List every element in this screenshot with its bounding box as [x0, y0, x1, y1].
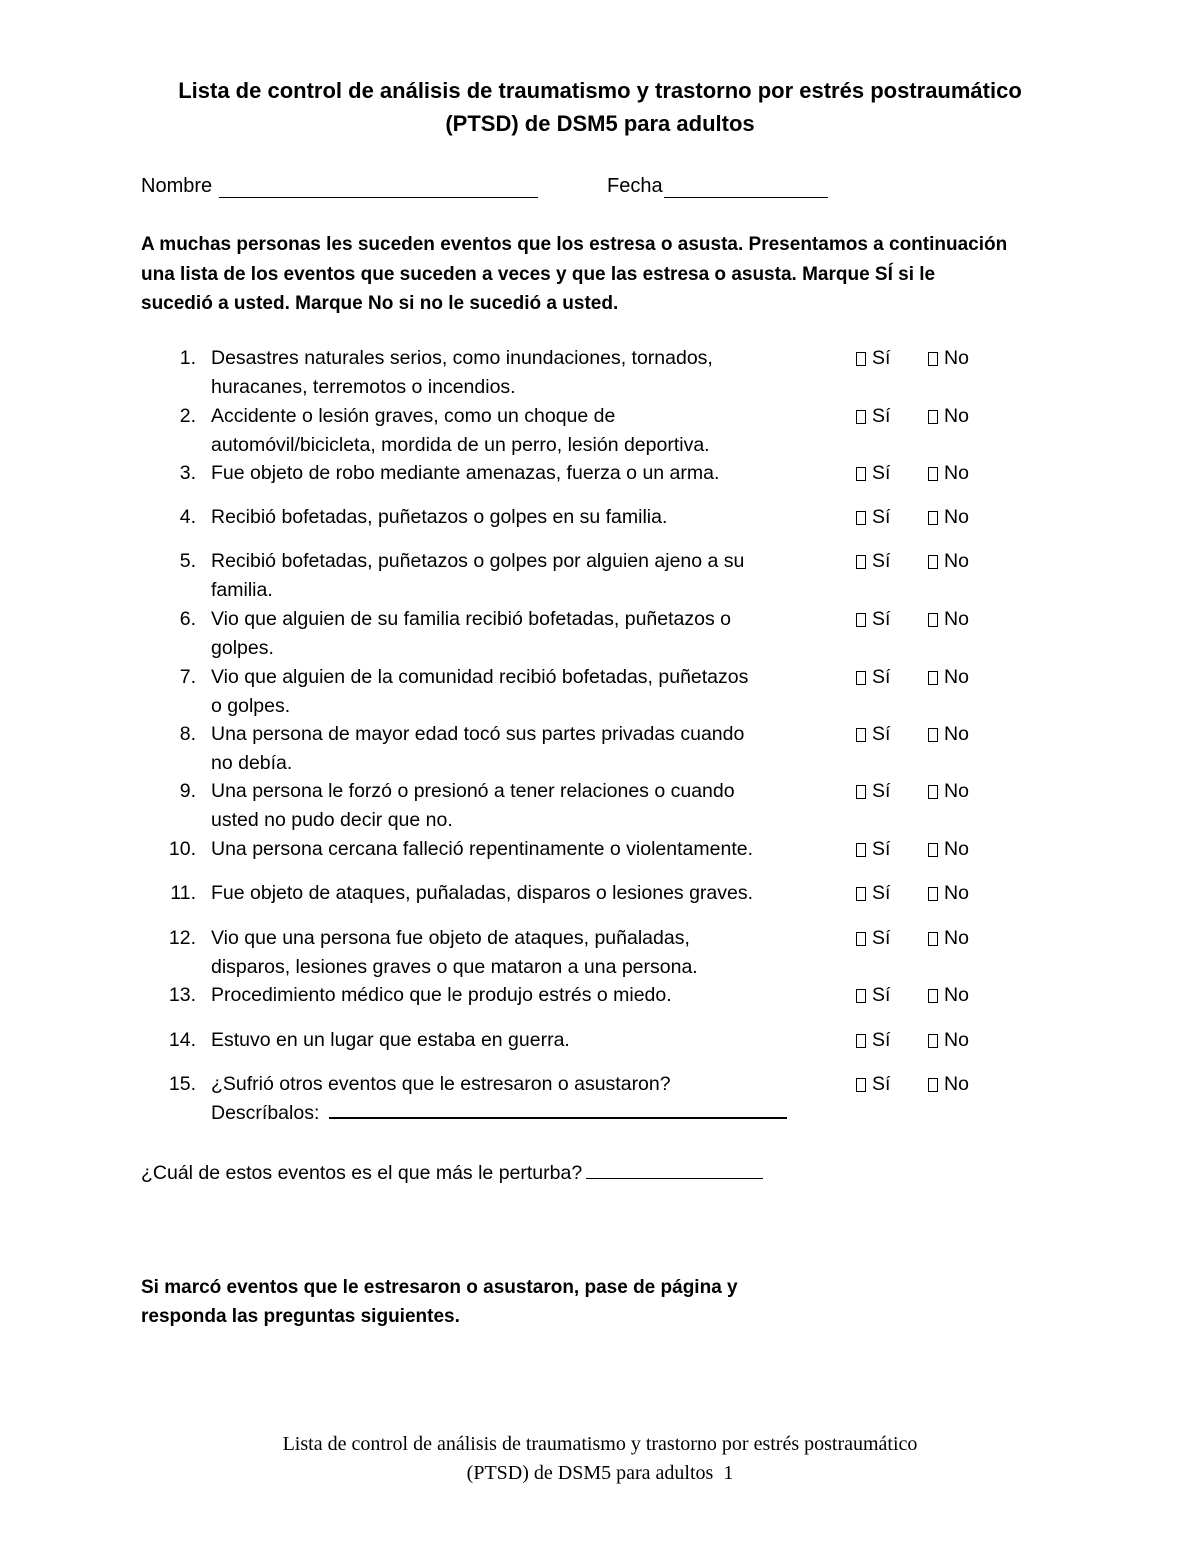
item-text-line: Recibió bofetadas, puñetazos o golpes por alguien ajeno a su: [211, 550, 745, 572]
item-text-line: Vio que una persona fue objeto de ataques, puñaladas,: [211, 927, 690, 949]
item-number: 8.: [179, 723, 196, 745]
no-label: No: [944, 780, 969, 802]
footer-line1: Lista de control de análisis de traumatismo y trastorno por estrés postraumático: [282, 1433, 918, 1455]
item-text-line: Vio que alguien de la comunidad recibió bofetadas, puñetazos: [211, 666, 749, 688]
date-label: Fecha: [607, 175, 663, 197]
yes-label: Sí: [872, 550, 891, 572]
checkbox-icon[interactable]: [928, 613, 938, 627]
item-number: 4.: [179, 506, 196, 528]
checkbox-icon[interactable]: [928, 887, 938, 901]
yes-label: Sí: [872, 984, 891, 1006]
item-number: 14.: [168, 1029, 196, 1051]
checkbox-icon[interactable]: [856, 843, 866, 857]
closing-line: Si marcó eventos que le estresaron o asustaron, pase de página y: [141, 1277, 738, 1298]
item-text: [211, 503, 823, 532]
item-number: 12.: [168, 927, 196, 949]
yes-option[interactable]: [856, 981, 890, 1010]
checkbox-icon[interactable]: [856, 511, 866, 525]
item-number: 5.: [179, 550, 196, 572]
item-text: [211, 344, 823, 402]
item-text-line: usted no pudo decir que no.: [211, 809, 453, 831]
yes-option[interactable]: [856, 1070, 890, 1099]
yes-option[interactable]: [856, 344, 890, 373]
item-text-line: o golpes.: [211, 695, 291, 717]
describe-field[interactable]: [329, 1099, 787, 1119]
name-label: Nombre: [141, 175, 213, 197]
describe-label: Descríbalos:: [211, 1102, 320, 1124]
item-text: [211, 777, 823, 835]
item-text-line: Fue objeto de ataques, puñaladas, disparos o lesiones graves.: [211, 882, 754, 904]
checkbox-icon[interactable]: [928, 1034, 938, 1048]
yes-label: Sí: [872, 882, 891, 904]
yes-label: Sí: [872, 780, 891, 802]
item-number: 1.: [179, 347, 196, 369]
no-option[interactable]: [928, 402, 969, 431]
yes-option[interactable]: [856, 777, 890, 806]
item-number: 2.: [179, 405, 196, 427]
item-text-line: Una persona de mayor edad tocó sus partes privadas cuando: [211, 723, 745, 745]
item-number: 11.: [170, 882, 196, 904]
checkbox-icon[interactable]: [928, 352, 938, 366]
no-label: No: [944, 506, 969, 528]
checkbox-icon[interactable]: [928, 989, 938, 1003]
no-option[interactable]: [928, 777, 969, 806]
no-label: No: [944, 984, 969, 1006]
yes-option[interactable]: [856, 547, 890, 576]
item-text-line: Recibió bofetadas, puñetazos o golpes en su familia.: [211, 506, 668, 528]
instructions: [141, 230, 1071, 319]
item-number: 6.: [179, 608, 196, 630]
no-option[interactable]: [928, 605, 969, 634]
no-option[interactable]: [928, 1026, 969, 1055]
yes-label: Sí: [872, 838, 891, 860]
most-disturbing-field[interactable]: [586, 1160, 763, 1179]
checkbox-icon[interactable]: [928, 555, 938, 569]
yes-option[interactable]: [856, 503, 890, 532]
item-text-line: no debía.: [211, 752, 293, 774]
no-option[interactable]: [928, 720, 969, 749]
instructions-line: una lista de los eventos que suceden a veces y que las estresa o asusta. Marque SÍ si le: [141, 263, 936, 285]
item-text: [211, 547, 823, 605]
item-number: 13.: [168, 984, 196, 1006]
item-text-line: ¿Sufrió otros eventos que le estresaron o asustaron?: [211, 1073, 671, 1095]
yes-label: Sí: [872, 1073, 891, 1095]
no-label: No: [944, 666, 969, 688]
no-label: No: [944, 927, 969, 949]
no-label: No: [944, 347, 969, 369]
no-option[interactable]: [928, 835, 969, 864]
yes-label: Sí: [872, 506, 891, 528]
item-text: [211, 459, 823, 488]
no-option[interactable]: [928, 547, 969, 576]
no-option[interactable]: [928, 924, 969, 953]
no-option[interactable]: [928, 879, 969, 908]
checkbox-icon[interactable]: [856, 467, 866, 481]
item-number: 10.: [168, 838, 196, 860]
item-text-line: familia.: [211, 579, 273, 601]
footer-line2: [100, 1459, 1100, 1488]
item-number: 15.: [168, 1073, 196, 1095]
page-number: 1: [723, 1462, 734, 1484]
item-text-line: Una persona le forzó o presionó a tener relaciones o cuando: [211, 780, 735, 802]
item-number: 7.: [179, 666, 196, 688]
item-text-line: Fue objeto de robo mediante amenazas, fuerza o un arma.: [211, 462, 720, 484]
yes-option[interactable]: [856, 879, 890, 908]
yes-label: Sí: [872, 462, 891, 484]
no-option[interactable]: [928, 344, 969, 373]
no-option[interactable]: [928, 663, 969, 692]
no-label: No: [944, 1029, 969, 1051]
checkbox-icon[interactable]: [928, 932, 938, 946]
no-label: No: [944, 462, 969, 484]
item-text: [211, 879, 823, 908]
item-number: 9.: [179, 780, 196, 802]
item-text-line: Desastres naturales serios, como inundaciones, tornados,: [211, 347, 713, 369]
checkbox-icon[interactable]: [928, 785, 938, 799]
item-text: [211, 1070, 823, 1128]
item-text: [211, 981, 823, 1010]
checkbox-icon[interactable]: [856, 1034, 866, 1048]
checkbox-icon[interactable]: [928, 1078, 938, 1092]
checkbox-icon[interactable]: [856, 728, 866, 742]
item-text: [211, 835, 823, 864]
no-option[interactable]: [928, 459, 969, 488]
yes-option[interactable]: [856, 605, 890, 634]
instructions-line: A muchas personas les suceden eventos que los estresa o asusta. Presentamos a continuación: [141, 234, 1008, 255]
checkbox-icon[interactable]: [856, 785, 866, 799]
no-label: No: [944, 723, 969, 745]
no-label: No: [944, 405, 969, 427]
closing-line: responda las preguntas siguientes.: [141, 1306, 460, 1327]
yes-option[interactable]: [856, 402, 890, 431]
checkbox-icon[interactable]: [928, 511, 938, 525]
checkbox-icon[interactable]: [856, 1078, 866, 1092]
item-text-line: golpes.: [211, 637, 274, 659]
checkbox-icon[interactable]: [856, 989, 866, 1003]
item-text-line: Estuvo en un lugar que estaba en guerra.: [211, 1029, 570, 1051]
yes-label: Sí: [872, 723, 891, 745]
yes-option[interactable]: [856, 1026, 890, 1055]
page-title-line1: Lista de control de análisis de traumatismo y trastorno por estrés postraumático: [178, 78, 1022, 103]
date-field[interactable]: [664, 197, 828, 198]
item-text: [211, 402, 823, 460]
no-label: No: [944, 550, 969, 572]
yes-label: Sí: [872, 608, 891, 630]
instructions-line: sucedió a usted. Marque No si no le sucedió a usted.: [141, 293, 619, 314]
yes-label: Sí: [872, 347, 891, 369]
describe-row: [211, 1099, 823, 1128]
yes-option[interactable]: [856, 459, 890, 488]
item-text-line: huracanes, terremotos o incendios.: [211, 376, 516, 398]
checkbox-icon[interactable]: [856, 555, 866, 569]
checkbox-icon[interactable]: [928, 728, 938, 742]
item-text-line: Vio que alguien de su familia recibió bofetadas, puñetazos o: [211, 608, 731, 630]
checkbox-icon[interactable]: [928, 671, 938, 685]
checkbox-icon[interactable]: [928, 467, 938, 481]
item-text: [211, 1026, 823, 1055]
item-text-line: automóvil/bicicleta, mordida de un perro, lesión deportiva.: [211, 434, 710, 456]
footer-title: (PTSD) de DSM5 para adultos: [466, 1462, 714, 1484]
yes-label: Sí: [872, 666, 891, 688]
checkbox-icon[interactable]: [928, 410, 938, 424]
item-number: 3.: [179, 462, 196, 484]
item-text: [211, 605, 823, 663]
checkbox-icon[interactable]: [856, 932, 866, 946]
item-text-line: Procedimiento médico que le produjo estrés o miedo.: [211, 984, 672, 1006]
checkbox-icon[interactable]: [856, 352, 866, 366]
no-label: No: [944, 608, 969, 630]
yes-option[interactable]: [856, 835, 890, 864]
item-text: [211, 663, 823, 721]
no-label: No: [944, 882, 969, 904]
item-text-line: Accidente o lesión graves, como un choque de: [211, 405, 616, 427]
yes-label: Sí: [872, 1029, 891, 1051]
name-field[interactable]: [219, 197, 538, 198]
no-option[interactable]: [928, 1070, 969, 1099]
yes-option[interactable]: [856, 663, 890, 692]
item-text-line: disparos, lesiones graves o que mataron a una persona.: [211, 956, 698, 978]
checkbox-icon[interactable]: [856, 613, 866, 627]
checkbox-icon[interactable]: [856, 887, 866, 901]
page-title-line2: (PTSD) de DSM5 para adultos: [445, 111, 755, 136]
question-text: ¿Cuál de estos eventos es el que más le perturba?: [141, 1162, 583, 1184]
no-option[interactable]: [928, 981, 969, 1010]
checkbox-icon[interactable]: [928, 843, 938, 857]
no-label: No: [944, 1073, 969, 1095]
item-text: [211, 720, 823, 778]
checkbox-icon[interactable]: [856, 410, 866, 424]
yes-label: Sí: [872, 927, 891, 949]
most-disturbing-question: [141, 1159, 763, 1188]
yes-option[interactable]: [856, 720, 890, 749]
closing-instructions: [141, 1273, 841, 1331]
no-option[interactable]: [928, 503, 969, 532]
item-text-line: Una persona cercana falleció repentinamente o violentamente.: [211, 838, 754, 860]
item-text: [211, 924, 823, 982]
no-label: No: [944, 838, 969, 860]
yes-label: Sí: [872, 405, 891, 427]
yes-option[interactable]: [856, 924, 890, 953]
checkbox-icon[interactable]: [856, 671, 866, 685]
